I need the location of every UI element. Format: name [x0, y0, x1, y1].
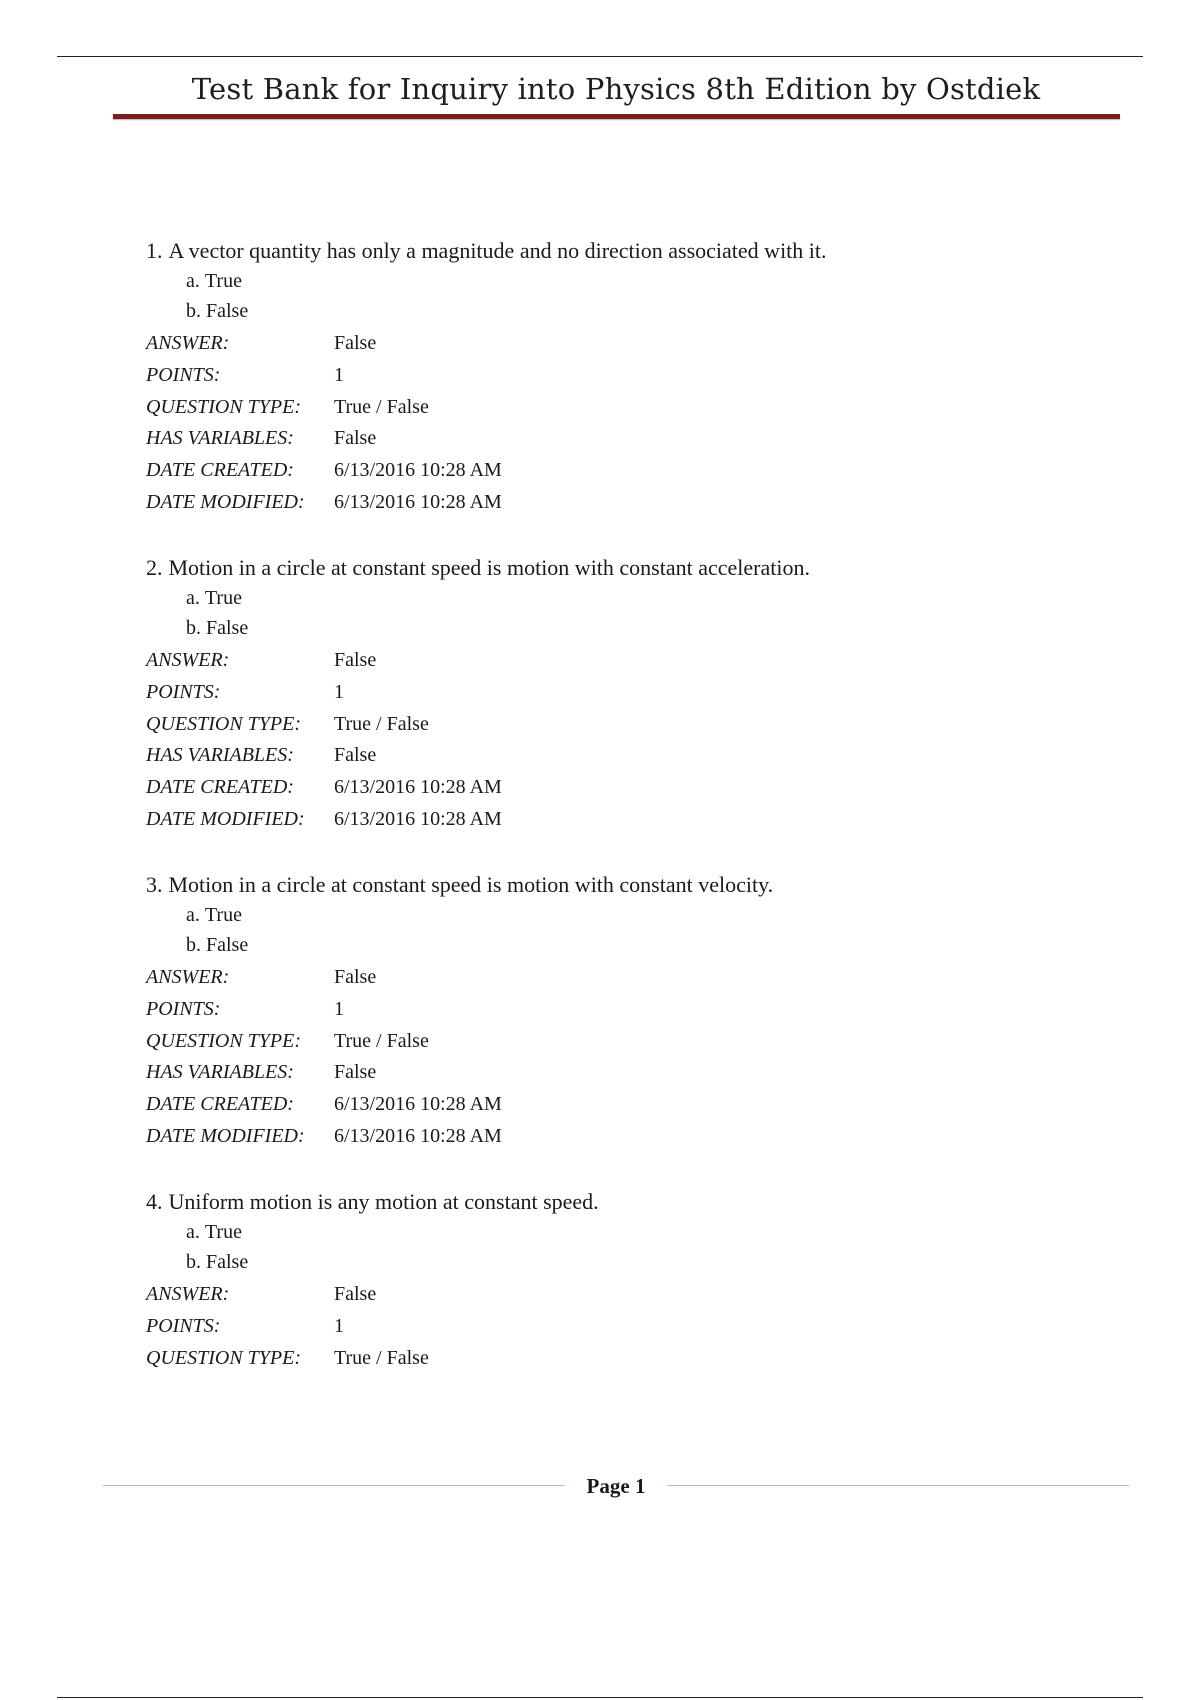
question-number: 2.: [146, 555, 163, 580]
question-1: [146, 238, 1146, 515]
title-underline: [113, 114, 1120, 119]
option-label: True: [204, 1221, 242, 1243]
option-letter: a.: [186, 904, 200, 926]
question-stem: [146, 872, 1146, 898]
meta-key: ANSWER:: [146, 1283, 230, 1305]
meta-value: True / False: [334, 1346, 429, 1369]
meta-key: DATE CREATED:: [146, 1093, 294, 1116]
meta-key: POINTS:: [146, 680, 221, 703]
option-b: [146, 932, 1146, 958]
meta-value: 1: [334, 1314, 344, 1337]
option-label: True: [204, 587, 242, 609]
footer-rule-right: [667, 1485, 1129, 1486]
meta-key: POINTS:: [146, 997, 221, 1020]
option-label: False: [206, 934, 249, 956]
meta-date-created: [146, 457, 1146, 483]
option-letter: a.: [186, 1221, 200, 1243]
meta-value: False: [334, 966, 377, 988]
option-letter: b.: [186, 1251, 201, 1273]
meta-key: HAS VARIABLES:: [146, 427, 294, 450]
option-a: [146, 585, 1146, 611]
meta-value: 1: [334, 680, 344, 703]
meta-value: 6/13/2016 10:28 AM: [334, 459, 502, 482]
question-text: Uniform motion is any motion at constant speed.: [168, 1189, 599, 1214]
meta-points: [146, 996, 1146, 1022]
option-label: False: [206, 617, 249, 639]
meta-value: 6/13/2016 10:28 AM: [334, 807, 502, 830]
meta-value: 6/13/2016 10:28 AM: [334, 490, 502, 513]
meta-date-modified: [146, 489, 1146, 515]
meta-value: 6/13/2016 10:28 AM: [334, 776, 502, 799]
meta-points: [146, 1313, 1146, 1339]
meta-key: POINTS:: [146, 1314, 221, 1337]
meta-value: 1: [334, 997, 344, 1020]
meta-date-created: [146, 774, 1146, 800]
meta-key: ANSWER:: [146, 966, 230, 988]
meta-value: 1: [334, 363, 344, 386]
option-a: [146, 902, 1146, 928]
page-top-border: [57, 56, 1143, 57]
option-letter: a.: [186, 270, 200, 292]
question-text: Motion in a circle at constant speed is motion with constant velocity.: [168, 872, 774, 897]
meta-key: DATE MODIFIED:: [146, 1124, 305, 1147]
meta-points: [146, 362, 1146, 388]
question-stem: [146, 238, 1146, 264]
meta-value: False: [334, 649, 377, 671]
meta-key: QUESTION TYPE:: [146, 712, 302, 735]
footer-rule-left: [103, 1485, 565, 1486]
meta-key: POINTS:: [146, 363, 221, 386]
question-number: 4.: [146, 1189, 163, 1214]
page-footer: [103, 1474, 1127, 1498]
meta-date-modified: [146, 806, 1146, 832]
option-b: [146, 298, 1146, 324]
option-letter: b.: [186, 617, 201, 639]
question-number: 1.: [146, 238, 163, 263]
question-text: Motion in a circle at constant speed is motion with constant acceleration.: [168, 555, 810, 580]
meta-answer: [146, 1281, 1146, 1307]
question-text: A vector quantity has only a magnitude and no direction associated with it.: [168, 238, 827, 263]
meta-value: True / False: [334, 395, 429, 418]
meta-value: False: [334, 744, 377, 767]
meta-key: DATE MODIFIED:: [146, 807, 305, 830]
meta-points: [146, 679, 1146, 705]
question-4: [146, 1189, 1146, 1371]
option-a: [146, 1219, 1146, 1245]
option-label: True: [204, 270, 242, 292]
option-a: [146, 268, 1146, 294]
document-title: Test Bank for Inquiry into Physics 8th Edition by Ostdiek: [191, 72, 1041, 106]
option-b: [146, 615, 1146, 641]
option-letter: b.: [186, 300, 201, 322]
question-3: [146, 872, 1146, 1149]
meta-key: QUESTION TYPE:: [146, 1346, 302, 1369]
page-number: Page 1: [586, 1474, 646, 1498]
meta-value: True / False: [334, 712, 429, 735]
meta-value: True / False: [334, 1029, 429, 1052]
meta-answer: [146, 330, 1146, 356]
meta-answer: [146, 964, 1146, 990]
meta-value: 6/13/2016 10:28 AM: [334, 1124, 502, 1147]
meta-key: DATE CREATED:: [146, 776, 294, 799]
option-b: [146, 1249, 1146, 1275]
meta-key: HAS VARIABLES:: [146, 744, 294, 767]
meta-has-variables: [146, 742, 1146, 768]
meta-value: False: [334, 1283, 377, 1305]
meta-value: 6/13/2016 10:28 AM: [334, 1093, 502, 1116]
meta-key: DATE CREATED:: [146, 459, 294, 482]
meta-date-created: [146, 1091, 1146, 1117]
option-label: True: [204, 904, 242, 926]
meta-key: QUESTION TYPE:: [146, 1029, 302, 1052]
meta-answer: [146, 647, 1146, 673]
meta-date-modified: [146, 1123, 1146, 1149]
question-number: 3.: [146, 872, 163, 897]
meta-has-variables: [146, 425, 1146, 451]
option-label: False: [206, 300, 249, 322]
meta-question-type: [146, 711, 1146, 737]
question-2: [146, 555, 1146, 832]
option-label: False: [206, 1251, 249, 1273]
meta-value: False: [334, 427, 377, 450]
meta-key: QUESTION TYPE:: [146, 395, 302, 418]
meta-value: False: [334, 1061, 377, 1084]
meta-key: ANSWER:: [146, 332, 230, 354]
question-stem: [146, 1189, 1146, 1215]
option-letter: a.: [186, 587, 200, 609]
meta-key: HAS VARIABLES:: [146, 1061, 294, 1084]
meta-value: False: [334, 332, 377, 354]
meta-key: DATE MODIFIED:: [146, 490, 305, 513]
meta-question-type: [146, 394, 1146, 420]
option-letter: b.: [186, 934, 201, 956]
meta-question-type: [146, 1028, 1146, 1054]
question-stem: [146, 555, 1146, 581]
meta-has-variables: [146, 1059, 1146, 1085]
meta-question-type: [146, 1345, 1146, 1371]
meta-key: ANSWER:: [146, 649, 230, 671]
page-bottom-border: [57, 1697, 1143, 1698]
